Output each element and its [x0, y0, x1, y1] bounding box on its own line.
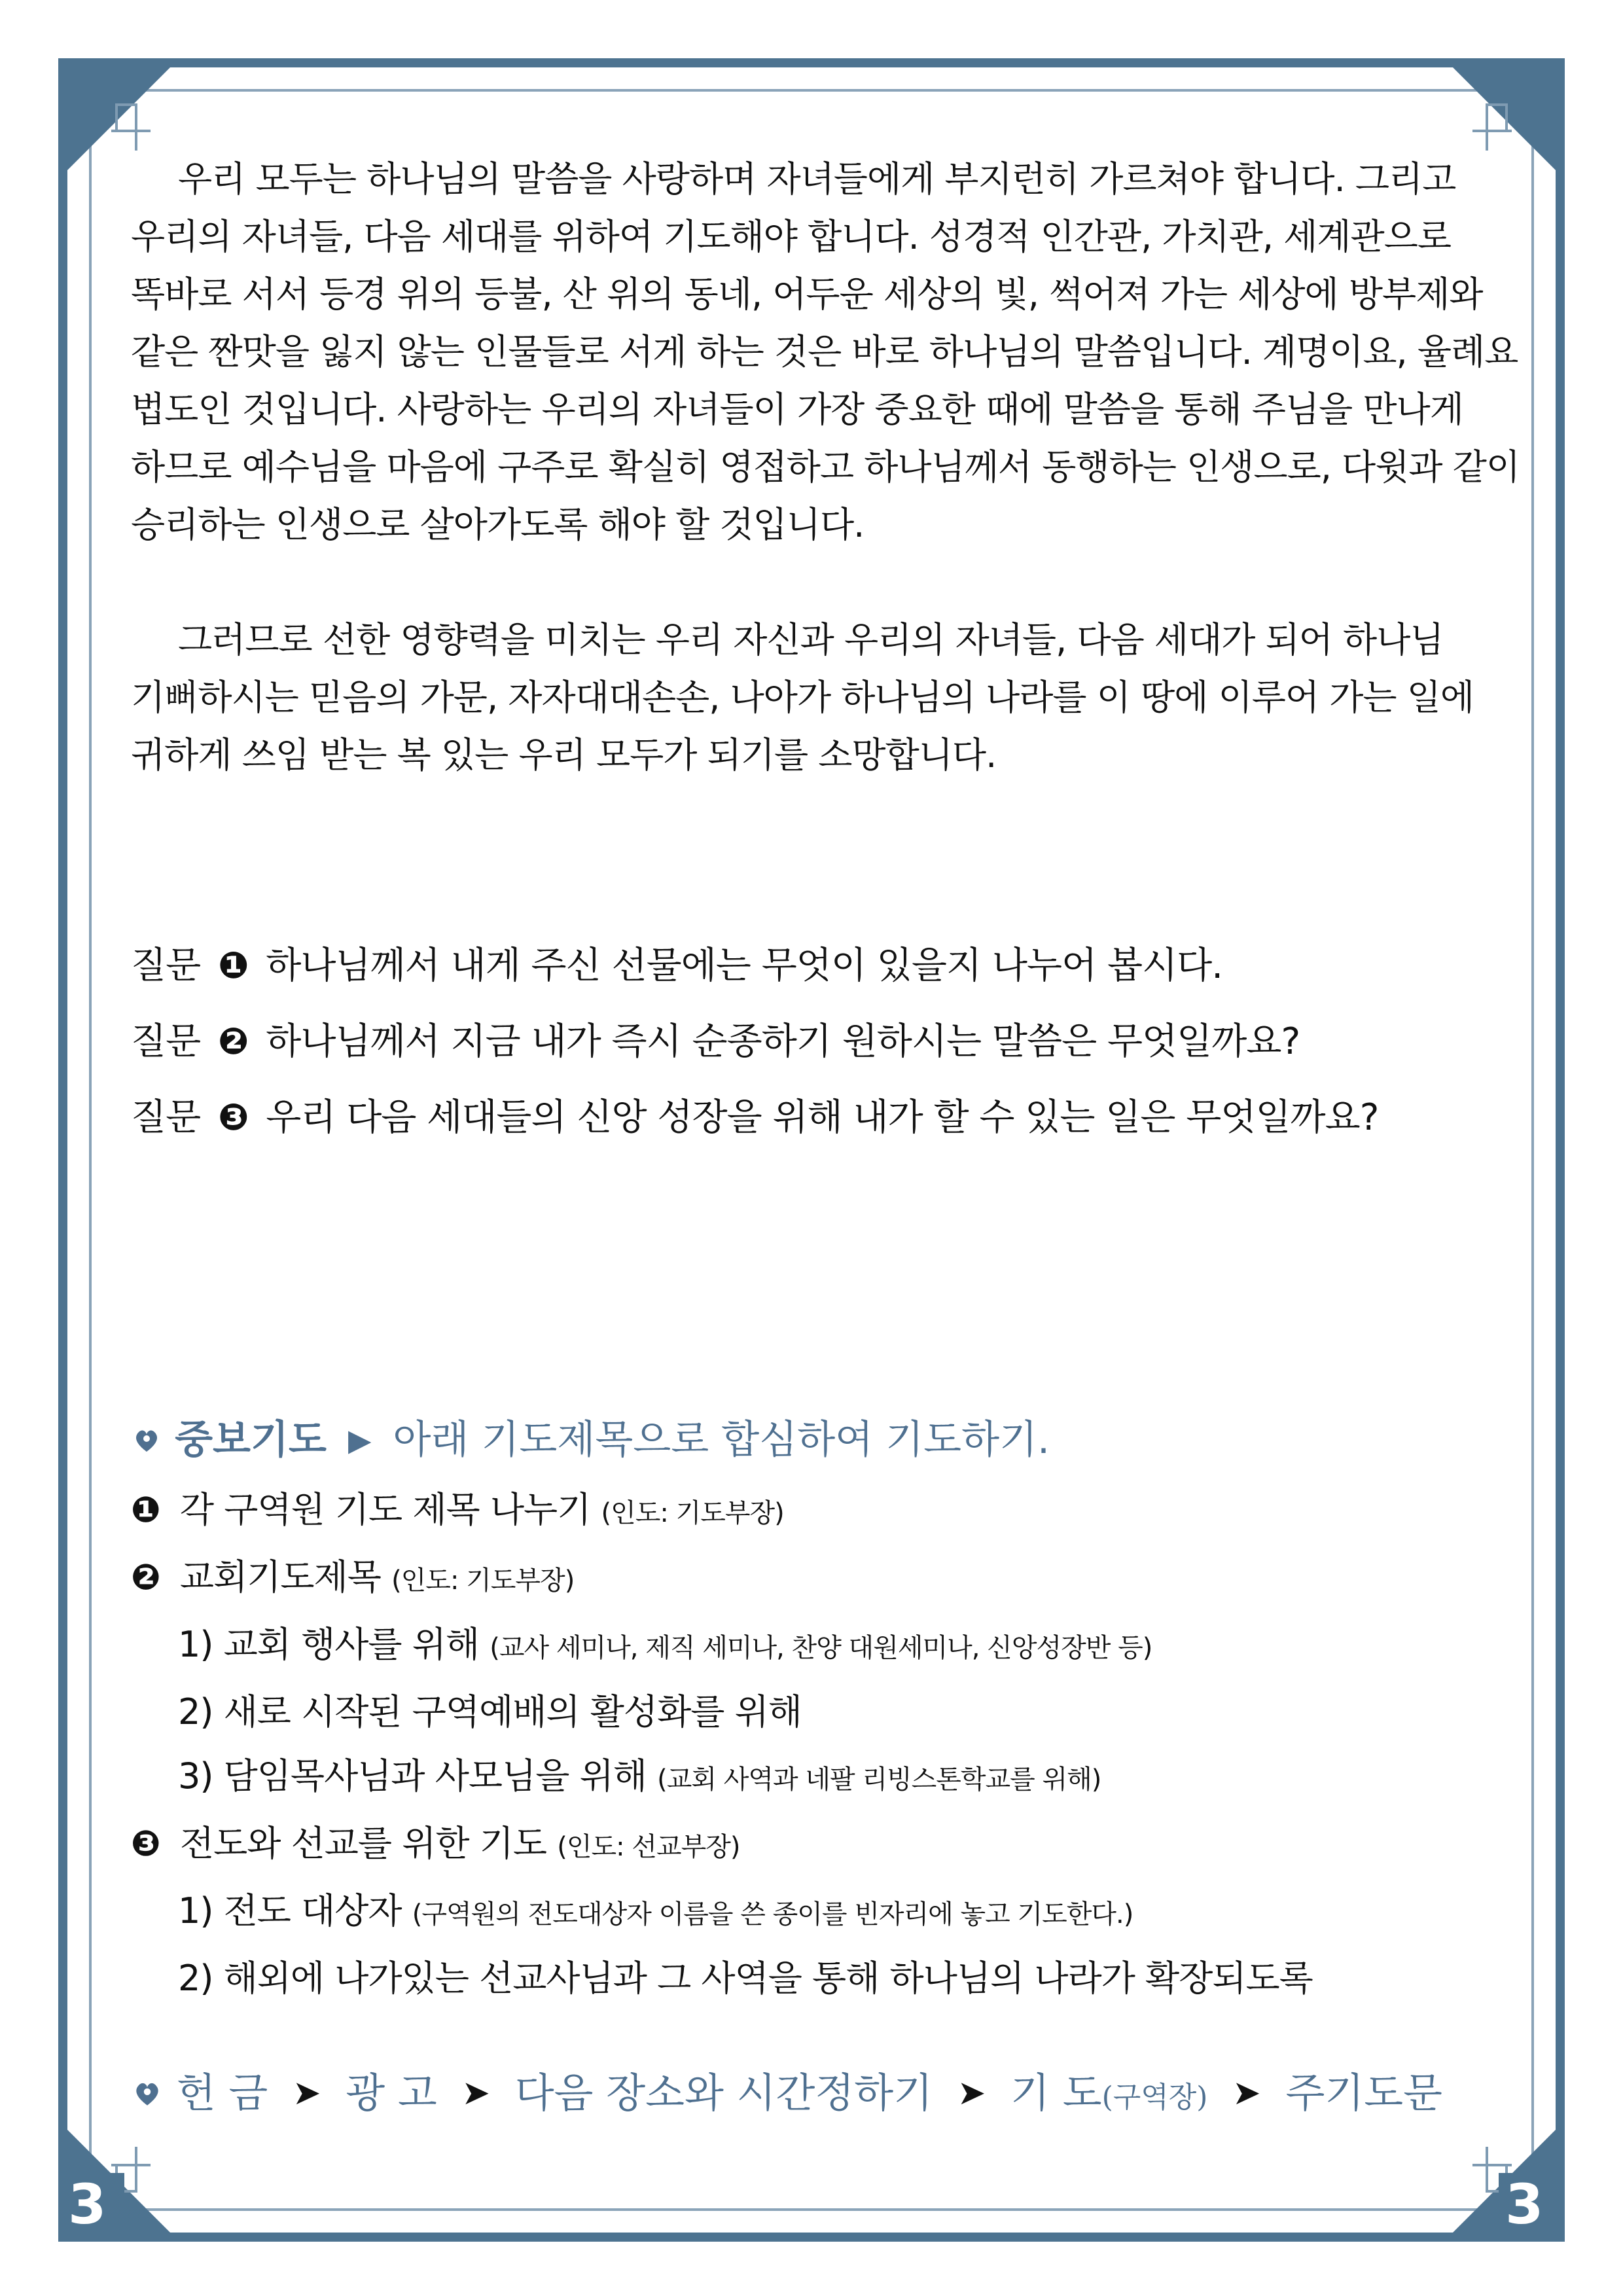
paragraph-line: 우리의 자녀들, 다음 세대를 위하여 기도해야 합니다. 성경적 인간관, 가치관, 세계관으로 — [131, 216, 1452, 257]
prayer-subitem — [131, 1613, 1492, 1680]
prayer-item-number: ❶ — [131, 1489, 160, 1530]
question-label: 질문 — [131, 1096, 201, 1139]
prayer-item-number: 2) — [178, 1691, 213, 1732]
prayer-item-number: 1) — [178, 1624, 213, 1665]
paragraph-line: 법도인 것입니다. 사랑하는 우리의 자녀들이 가장 중요한 때에 말씀을 통해 주님을 만나게 — [131, 389, 1463, 430]
paragraph-1 — [131, 151, 1520, 554]
prayer-item — [131, 1545, 1492, 1613]
prayer-subitem — [131, 1879, 1492, 1946]
prayer-item-text: 전도와 선교를 위한 기도 — [179, 1823, 547, 1864]
paragraph-line: 기뻐하시는 믿음의 가문, 자자대대손손, 나아가 하나님의 나라를 이 땅에 이루어 가는 일에 — [131, 677, 1474, 718]
question-number: ❷ — [218, 1020, 249, 1063]
question-number: ❶ — [218, 944, 249, 987]
paragraph-line: 우리 모두는 하나님의 말씀을 사랑하며 자녀들에게 부지런히 가르쳐야 합니다. 그리고 — [178, 158, 1456, 200]
prayer-item-text: 교회기도제목 — [179, 1556, 381, 1598]
question-text: 우리 다음 세대들의 신앙 성장을 위해 내가 할 수 있는 일은 무엇일까요? — [266, 1096, 1379, 1139]
intercession-subtitle: 아래 기도제목으로 합심하여 기도하기. — [393, 1417, 1050, 1463]
question-label: 질문 — [131, 1020, 201, 1063]
prayer-item-number: ❸ — [131, 1823, 160, 1864]
play-arrow-icon: ▶ — [348, 1422, 372, 1458]
question-item — [131, 1080, 1492, 1156]
arrow-right-icon: ➤ — [957, 2073, 986, 2113]
arrow-right-icon: ➤ — [461, 2073, 491, 2113]
prayer-item — [131, 1812, 1492, 1879]
page-number-left: 3 — [68, 2172, 107, 2236]
prayer-item-note: (인도: 선교부장) — [557, 1832, 740, 1862]
prayer-item-number: 3) — [178, 1755, 213, 1797]
service-order — [131, 2060, 1492, 2130]
prayer-item-number: 1) — [178, 1890, 213, 1931]
paragraph-2 — [131, 611, 1492, 784]
prayer-item-note: (구역원의 전도대상자 이름을 쓴 종이를 빈자리에 놓고 기도한다.) — [412, 1899, 1133, 1929]
paragraph-line: 승리하는 인생으로 살아가도록 해야 할 것입니다. — [131, 504, 865, 545]
paragraph-line: 귀하게 쓰임 받는 복 있는 우리 모두가 되기를 소망합니다. — [131, 734, 997, 776]
order-step: 기 도 — [1010, 2069, 1102, 2117]
intercession-title: 중보기도 — [175, 1417, 327, 1463]
paragraph-line: 같은 짠맛을 잃지 않는 인물들로 서게 하는 것은 바로 하나님의 말씀입니다. 계명이요, 율례요 — [131, 331, 1518, 372]
question-label: 질문 — [131, 944, 201, 987]
question-text: 하나님께서 내게 주신 선물에는 무엇이 있을지 나누어 봅시다. — [266, 944, 1223, 987]
prayer-list — [131, 1478, 1492, 2011]
heart-flower-icon — [131, 1424, 162, 1456]
question-list — [131, 928, 1492, 1156]
question-item — [131, 928, 1492, 1004]
prayer-item-note: (교회 사역과 네팔 리빙스톤학교를 위해) — [657, 1765, 1101, 1795]
prayer-item-text: 각 구역원 기도 제목 나누기 — [179, 1489, 591, 1530]
prayer-item-text: 전도 대상자 — [223, 1890, 402, 1931]
prayer-item-note: (인도: 기도부장) — [391, 1566, 575, 1596]
intercession-heading — [131, 1407, 1492, 1473]
prayer-item-text: 해외에 나가있는 선교사님과 그 사역을 통해 하나님의 나라가 확장되도록 — [223, 1958, 1313, 1999]
prayer-item — [131, 1478, 1492, 1545]
question-text: 하나님께서 지금 내가 즉시 순종하기 원하시는 말씀은 무엇일까요? — [266, 1020, 1300, 1063]
heart-flower-icon — [131, 2077, 164, 2109]
question-number: ❸ — [218, 1096, 249, 1139]
order-step: 주기도문 — [1285, 2069, 1443, 2117]
page-number-right: 3 — [1505, 2172, 1544, 2236]
prayer-item-text: 새로 시작된 구역예배의 활성화를 위해 — [223, 1691, 802, 1732]
question-item — [131, 1004, 1492, 1080]
prayer-item-number: ❷ — [131, 1556, 160, 1598]
paragraph-line: 똑바로 서서 등경 위의 등불, 산 위의 동네, 어두운 세상의 빛, 썩어져 가는 세상에 방부제와 — [131, 274, 1483, 315]
paragraph-line: 그러므로 선한 영향력을 미치는 우리 자신과 우리의 자녀들, 다음 세대가 되어 하나님 — [178, 619, 1444, 660]
arrow-right-icon: ➤ — [1232, 2073, 1261, 2113]
prayer-subitem — [131, 1744, 1492, 1812]
order-step: 헌 금 — [176, 2069, 268, 2117]
prayer-item-number: 2) — [178, 1958, 213, 1999]
arrow-right-icon: ➤ — [292, 2073, 321, 2113]
prayer-subitem — [131, 1680, 1492, 1744]
prayer-item-note: (인도: 기도부장) — [601, 1498, 784, 1528]
prayer-subitem — [131, 1946, 1492, 2011]
prayer-item-text: 교회 행사를 위해 — [223, 1624, 480, 1665]
order-step: 다음 장소와 시간정하기 — [514, 2069, 933, 2117]
order-step-note: (구역장) — [1101, 2081, 1208, 2114]
paragraph-line: 하므로 예수님을 마음에 구주로 확실히 영접하고 하나님께서 동행하는 인생으로, 다윗과 같이 — [131, 446, 1520, 488]
prayer-item-text: 담임목사님과 사모님을 위해 — [223, 1755, 647, 1797]
order-step: 광 고 — [346, 2069, 437, 2117]
prayer-item-note: (교사 세미나, 제직 세미나, 찬양 대원세미나, 신앙성장반 등) — [490, 1633, 1152, 1663]
